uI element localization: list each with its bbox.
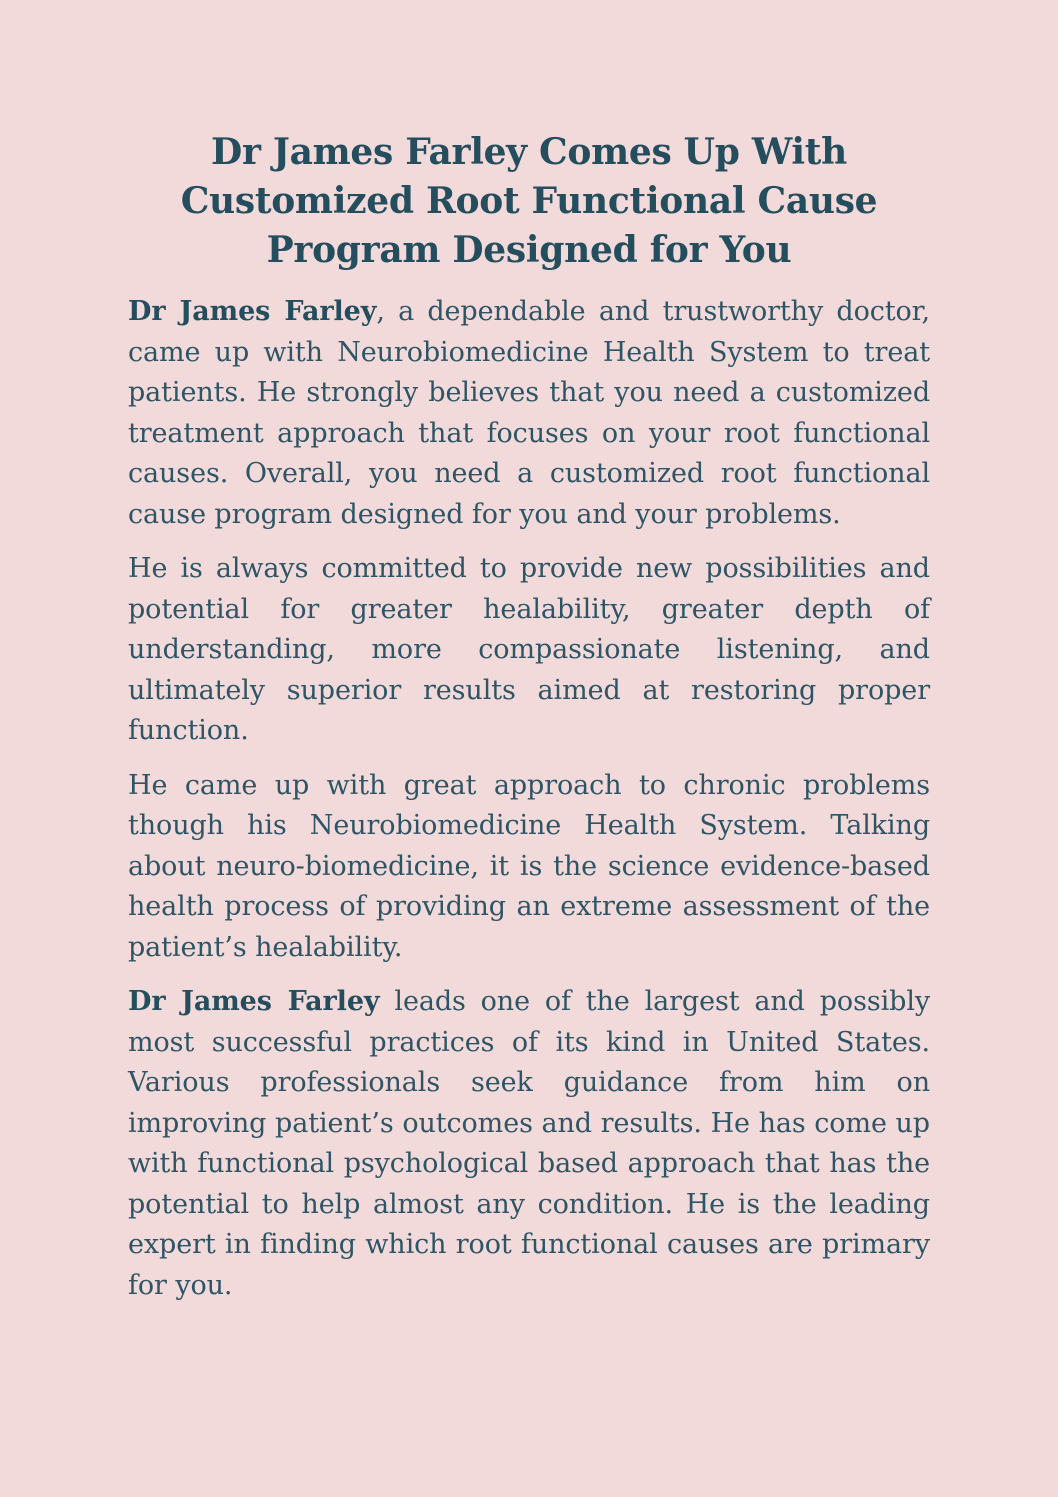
article-title: Dr James Farley Comes Up With Customized Root Functional Cause Program Designed for You	[180, 131, 878, 271]
paragraph-3	[128, 766, 930, 969]
paragraph-3-text: He came up with great approach to chronic problems though his Neurobiomedicine Health System. Talking about neuro-biomedicine, it is the science evidence-based health process of providing an extreme assessment of the patient’s healability.	[128, 769, 930, 963]
paragraph-4-text: leads one of the largest and possibly most successful practices of its kind in United States. Various professionals seek guidance from him on improving patient’s outcomes and results. He has come up with functional psychological based approach that has the potential to help almost any condition. He is the leading expert in finding which root functional causes are primary for you.	[128, 986, 931, 1301]
author-name-bold: Dr James Farley	[128, 986, 380, 1017]
author-name-bold: Dr James Farley	[128, 296, 377, 327]
paragraph-2	[128, 549, 930, 752]
article-body	[128, 128, 930, 1320]
paragraph-1-text: , a dependable and trustworthy doctor, came up with Neurobiomedicine Health System to treat patients. He strongly believes that you need a customized treatment approach that focuses on your root functional causes. Overall, you need a customized root functional cause program designed for you and your problems.	[128, 296, 930, 530]
paragraph-4	[128, 982, 930, 1306]
paragraph-1	[128, 292, 930, 535]
paragraph-2-text: He is always committed to provide new possibilities and potential for greater healability, greater depth of understanding, more compassionate listening, and ultimately superior results aimed at restoring proper function.	[128, 553, 930, 746]
